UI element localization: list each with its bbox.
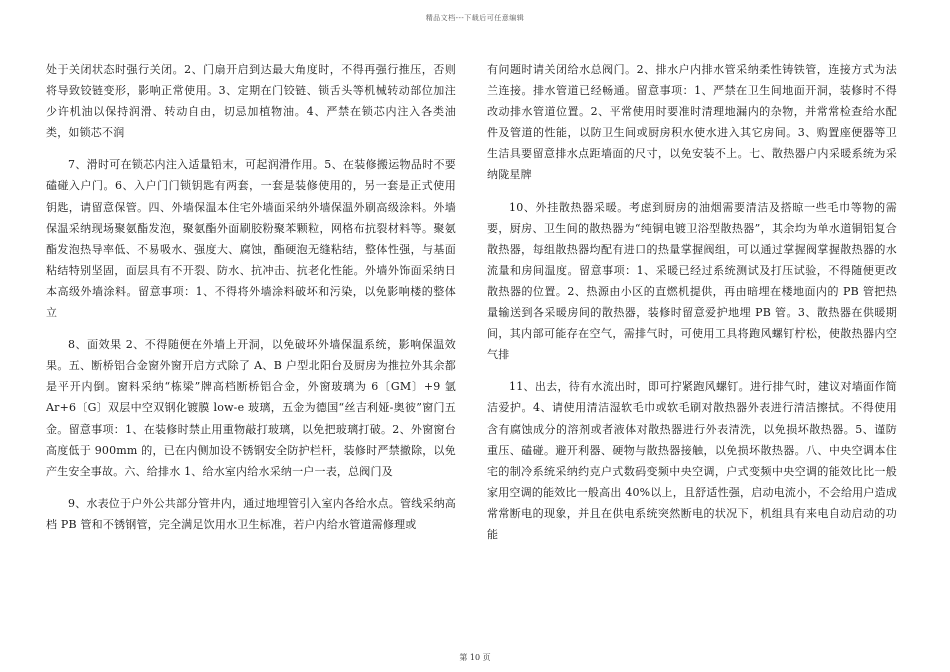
right-column: [487, 59, 897, 545]
page-number: 第 10 页: [459, 653, 491, 662]
paragraph: 有问题时请关闭给水总阀门。2、排水户内排水管采纳柔性铸铁管，连接方式为法兰连接。排水管道已经畅通。留意事项：1、严禁在卫生间地面开洞，装修时不得改动排水管道位置。2、平常使用时要准时清理地漏内的杂物，并常常检查给水配件及管道的性能，以防卫生间或厨房积水使水进入其它房间。3、购置座便器等卫生洁具要留意排水点距墙面的尺寸，以免安装不上。七、散热器户内采暖系统为采纳陇星牌: [487, 63, 897, 182]
paragraph: 8、面效果 2、不得随便在外墙上开洞，以免破坏外墙保温系统，影响保温效果。五、断桥铝合金窗外窗开启方式除了 A、B 户型北阳台及厨房为推拉外其余都是平开内倒。窗料采纳“栋梁”牌高档断桥铝合金，外窗玻璃为 6〔GM〕+9 氩 Ar+6〔G〕双层中空双钢化镀膜 low-e 玻璃，五金为德国“丝吉利娅-奥彼”窗门五金。留意事项：1、在装修时禁止用重物敲打玻璃，以免把玻璃打破。2、外窗窗台高度低于 900mm 的，已在内侧加设不锈钢安全防护栏杆，装修时严禁撤除，以免产生安全事故。六、给排水 1、给水室内给水采纳一户一表，总阀门及: [46, 338, 456, 478]
page-header: 精品文档---下载后可任意编辑: [425, 14, 525, 22]
paragraph: 10、外挂散热器采暖。考虑到厨房的油烟需要清洁及搭晾一些毛巾等物的需要，厨房、卫生间的散热器为“纯铜电镀卫浴型散热器”，其余均为单水道铜铝复合散热器，每组散热器均配有进口的热量掌握阀组，可以通过掌握阀掌握散热器的水流量和房间温度。留意事项：1、采暖已经过系统测试及打压试验，不得随便更改散热器的位置。2、热源由小区的直燃机提供，再由暗埋在楼地面内的 PB 管把热量输送到各采暖房间的散热器，装修时留意爱护地埋 PB 管。3、散热器在供暖期间，其内部可能存在空气，需排气时，可使用工具将跑风螺钉柠松，使散热器内空气排: [487, 200, 897, 362]
paragraph: 7、滑时可在锁芯内注入适量铅末，可起润滑作用。5、在装修搬运物品时不要磕碰入户门。6、入户门门锁钥匙有两套，一套是装修使用的，另一套是正式使用钥匙，请留意保管。四、外墙保温本住宅外墙面采纳外墙保温外刷高级涂料。外墙保温采纳现场聚氨酯发泡，聚氨酯外面刷胶粉聚苯颗粒，网格布抗裂材料等。聚氨酯发泡热导率低、不易吸水、强度大、腐蚀，酯硬泡无缝粘结，整体性强，与基面粘结特别坚固，面层具有不开裂、防水、抗冲击、抗老化性能。外墙外饰面采纳日本高级外墙涂料。留意事项：1、不得将外墙涂料破坏和污染，以免影响楼的整体立: [46, 158, 456, 320]
paragraph: 11、出去，待有水流出时，即可拧紧跑风螺钉。进行排气时，建议对墙面作简洁爱护。4、请使用清洁湿软毛巾或软毛刷对散热器外表进行清洁擦拭。不得使用含有腐蚀成分的溶剂或者液体对散热器进行外表清洗，以免损坏散热器。5、谨防重压、磕碰。避开利器、硬物与散热器接触，以免损坏散热器。八、中央空调本住宅的制冷系统采纳约克户式数码变频中央空调，户式变频中央空调的能效比比一般家用空调的能效比一般高出 40%以上，且舒适性强，启动电流小，不会给用户造成常常断电的现象，并且在供电系统突然断电的状况下，机组具有来电自动启动的功能: [487, 380, 897, 541]
paragraph: 9、水表位于户外公共部分管井内，通过地埋管引入室内各给水点。管线采纳高档 PB 管和不锈钢管，完全满足饮用水卫生标准，若户内给水管道需修理或: [46, 496, 456, 531]
left-column: [46, 59, 456, 535]
paragraph: 处于关闭状态时强行关闭。2、门扇开启到达最大角度时，不得再强行推压，否则将导致铰链变形，影响正常使用。3、定期在门铰链、锁舌头等机械转动部位加注少许机油以保持润滑、转动自由，切忌加植物油。4、严禁在锁芯内注入各类油类，如锁芯不润: [46, 63, 456, 140]
